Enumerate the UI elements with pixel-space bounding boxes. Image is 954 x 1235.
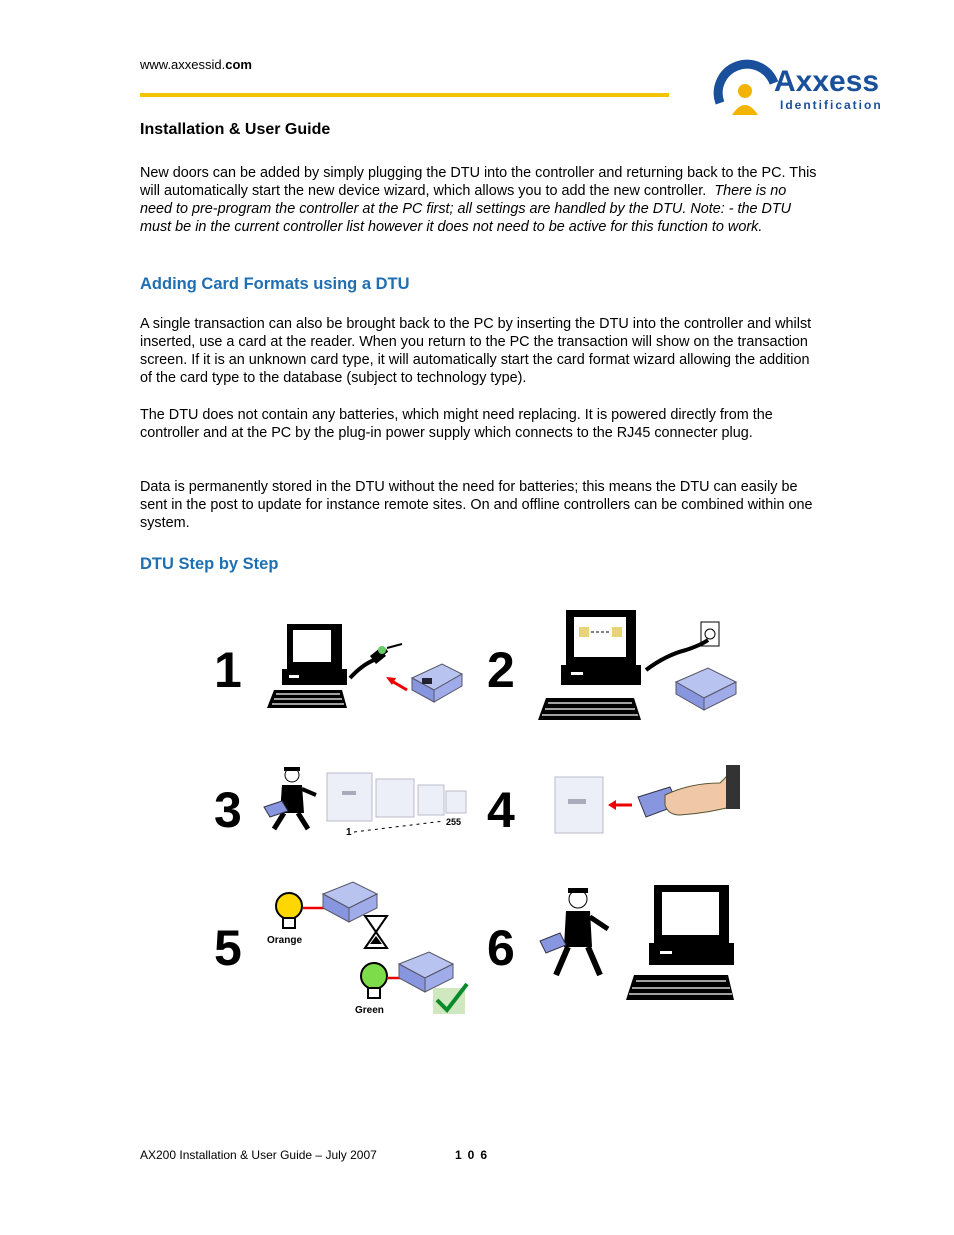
step-4-illustration [550, 765, 740, 845]
site-prefix: www.axxessid. [140, 57, 226, 72]
step-number-6: 6 [487, 920, 515, 976]
hourglass-icon [365, 916, 387, 948]
dtu-device-icon [676, 668, 736, 710]
storage-paragraph: Data is permanently stored in the DTU without the need for batteries; this means the DTU can easily be sent in the post to update for instance remote sites. On and offline controllers can be combined within one system. [140, 479, 813, 531]
footer-text: AX200 Installation & User Guide – July 2007 [140, 1148, 377, 1162]
controller-box-icon [327, 773, 466, 821]
walking-man-icon [264, 767, 316, 829]
range-dots [354, 821, 444, 832]
logo-word: Axxess [774, 65, 880, 98]
range-end: 255 [446, 817, 462, 827]
green-bulb-icon [361, 963, 387, 998]
power-cable-icon [646, 640, 708, 670]
logo-body-icon [732, 105, 758, 115]
axxess-logo [712, 53, 892, 119]
label-orange: Orange [267, 935, 303, 946]
check-icon [433, 984, 467, 1014]
heading-step-by-step: DTU Step by Step [140, 555, 279, 573]
computer-icon [626, 885, 734, 1000]
cable-plug-icon [350, 644, 402, 678]
orange-bulb-icon [276, 893, 302, 928]
step-2-illustration [536, 610, 746, 725]
card-formats-paragraph: A single transaction can also be brought back to the PC by inserting the DTU into the controller and whilst inserted, use a card at the reader. When you return to the PC the transaction will show on the transaction screen. If it is an unknown card type, it will automatically start the card format wizard allowing the addition of the card type to the database (subject to technology type). [140, 316, 812, 386]
step-number-3: 3 [214, 782, 242, 838]
header-rule [140, 93, 669, 97]
page-number: 106 [455, 1148, 494, 1162]
hand-with-dtu-icon [638, 765, 740, 817]
controller-box-icon [555, 777, 603, 833]
website-url [140, 57, 252, 72]
step-3-illustration [262, 765, 472, 845]
page-title: Installation & User Guide [140, 121, 331, 138]
intro-paragraph [140, 164, 820, 236]
step-number-5: 5 [214, 920, 242, 976]
logo-head-icon [738, 84, 752, 98]
intro-note: There is no need to pre-program the controller at the PC first; all settings are handled by the DTU. Note: - the DTU must be in the current controller list however it does not need to be active for this function to work. [140, 183, 792, 235]
logo-sub: Identification [780, 98, 883, 112]
range-start: 1 [346, 827, 352, 838]
dtu-device-icon [399, 952, 453, 992]
computer-icon [538, 610, 641, 720]
step-1-illustration [262, 620, 467, 715]
step-number-2: 2 [487, 642, 515, 698]
walking-man-icon [540, 888, 608, 975]
step-6-illustration [534, 885, 744, 1005]
computer-icon [267, 624, 347, 708]
batteries-paragraph: The DTU does not contain any batteries, which might need replacing. It is powered directly from the controller and at the PC by the plug-in power supply which connects to the RJ45 connecter plug. [140, 407, 773, 441]
step-5-illustration [265, 880, 475, 1018]
dtu-device-icon [412, 664, 462, 702]
label-green: Green [355, 1005, 384, 1016]
step-number-1: 1 [214, 642, 242, 698]
step-number-4: 4 [487, 782, 515, 838]
site-suffix: com [225, 57, 252, 72]
intro-plain: New doors can be added by simply plugging the DTU into the controller and returning back to the PC. This will automatically start the new device wizard, which allows you to add the new controller. [140, 165, 817, 199]
heading-card-formats: Adding Card Formats using a DTU [140, 275, 410, 293]
